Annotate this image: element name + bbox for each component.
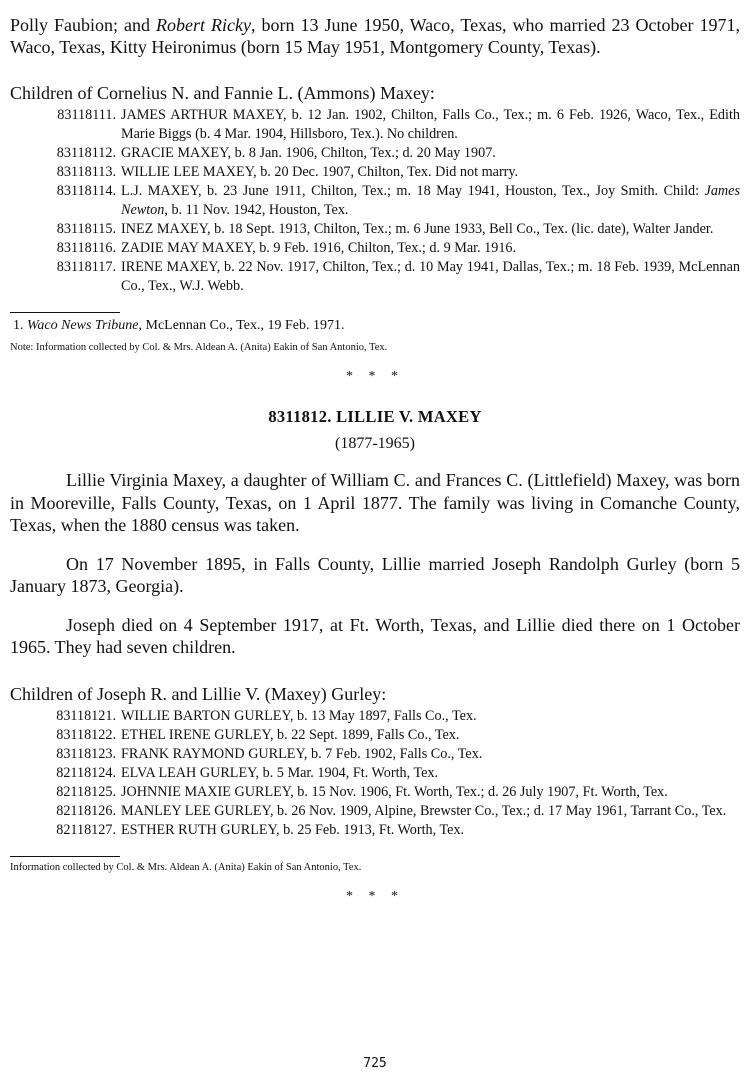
body-paragraph: On 17 November 1895, in Falls County, Lillie married Joseph Randolph Gurley (born 5 January 1873, Georgia). xyxy=(10,553,740,596)
child-number: 83118112. xyxy=(56,145,116,161)
list-item xyxy=(10,106,740,144)
body-paragraph: Joseph died on 4 September 1917, at Ft. Worth, Texas, and Lillie died there on 1 October 1965. They had seven children. xyxy=(10,614,740,657)
section-title: 8311812. LILLIE V. MAXEY xyxy=(268,407,482,426)
info-note: Information collected by Col. & Mrs. Aldean A. (Anita) Eakin of San Antonio, Tex. xyxy=(10,861,362,873)
list-item xyxy=(10,821,740,840)
info-note: Note: Information collected by Col. & Mrs. Aldean A. (Anita) Eakin of San Antonio, Tex. xyxy=(10,342,388,353)
footnote-source: Waco News Tribune xyxy=(27,318,139,333)
footnote-divider xyxy=(10,312,120,313)
child-entry: ELVA LEAH GURLEY, b. 5 Mar. 1904, Ft. Worth, Tex. xyxy=(121,764,439,781)
child-entry: IRENE MAXEY, b. 22 Nov. 1917, Chilton, Tex.; d. 10 May 1941, Dallas, Tex.; m. 18 Feb. 1939, McLennan Co., Tex., W.J. Webb. xyxy=(121,259,740,294)
child-number: 83118115. xyxy=(56,221,116,237)
child-entry: JAMES ARTHUR MAXEY, b. 12 Jan. 1902, Chilton, Falls Co., Tex.; m. 6 Feb. 1926, Waco, Tex., Edith Marie Biggs (b. 4 Mar. 1904, Hillsboro, Tex.). No children. xyxy=(121,107,740,142)
list-item xyxy=(10,144,740,163)
child-number: 83118113. xyxy=(56,164,116,180)
list-item xyxy=(10,764,740,783)
maxey-children-list xyxy=(10,106,740,296)
child-entry: WILLIE LEE MAXEY, b. 20 Dec. 1907, Chilton, Tex. Did not marry. xyxy=(121,164,519,180)
list-item xyxy=(10,258,740,296)
child-number: 83118123. xyxy=(56,745,116,762)
intro-paragraph xyxy=(10,14,740,58)
body-paragraph: Lillie Virginia Maxey, a daughter of William C. and Frances C. (Littlefield) Maxey, was born in Mooreville, Falls County, Texas, on 1 April 1877. The family was living in Comanche County, Texas, when the 1880 census was taken. xyxy=(10,470,740,535)
intro-text-rest: , born 13 June 1950, Waco, Texas, who married 23 October 1971, Waco, Texas, Kitty Heironimus (born 15 May 1951, Montgomery County, Texas). xyxy=(10,15,740,57)
footnote-text: , McLennan Co., Tex., 19 Feb. 1971. xyxy=(138,318,345,333)
footnote-divider xyxy=(10,856,120,857)
child-number: 82118124. xyxy=(56,764,116,781)
section-separator: * * * xyxy=(346,888,404,904)
child-number: 83118111. xyxy=(57,107,116,123)
document-page xyxy=(10,14,740,905)
list-item xyxy=(10,182,740,220)
child-entry: GRACIE MAXEY, b. 8 Jan. 1906, Chilton, Tex.; d. 20 May 1907. xyxy=(121,145,496,161)
page-number: 725 xyxy=(363,1056,387,1071)
list-item xyxy=(10,783,740,802)
child-entry: FRANK RAYMOND GURLEY, b. 7 Feb. 1902, Falls Co., Tex. xyxy=(121,745,483,762)
footnote-number: 1. xyxy=(13,318,24,333)
list-item xyxy=(10,745,740,764)
section-dates: (1877-1965) xyxy=(335,435,415,452)
list-item xyxy=(10,707,740,726)
list-item xyxy=(10,220,740,239)
child-entry: MANLEY LEE GURLEY, b. 26 Nov. 1909, Alpine, Brewster Co., Tex.; d. 17 May 1961, Tarrant Co., Tex. xyxy=(121,802,727,819)
child-number: 82118127. xyxy=(56,821,116,838)
child-entry-tail: , b. 11 Nov. 1942, Houston, Tex. xyxy=(164,202,349,218)
child-number: 83118117. xyxy=(56,259,116,275)
child-entry-text: L.J. MAXEY, b. 23 June 1911, Chilton, Tex.; m. 18 May 1941, Houston, Tex., Joy Smith. Child: xyxy=(121,183,705,199)
child-entry: WILLIE BARTON GURLEY, b. 13 May 1897, Falls Co., Tex. xyxy=(121,707,477,724)
maxey-children-heading: Children of Cornelius N. and Fannie L. (Ammons) Maxey: xyxy=(10,83,435,103)
intro-name: Robert Ricky xyxy=(156,15,251,35)
child-number: 82118126. xyxy=(56,802,116,819)
intro-text: Polly Faubion; and xyxy=(10,15,157,35)
child-entry: ESTHER RUTH GURLEY, b. 25 Feb. 1913, Ft. Worth, Tex. xyxy=(121,821,465,838)
list-item xyxy=(10,726,740,745)
gurley-children-list xyxy=(10,707,740,840)
child-number: 83118121. xyxy=(56,707,116,724)
child-number: 83118116. xyxy=(56,240,116,256)
footnote xyxy=(10,317,740,335)
list-item xyxy=(10,163,740,182)
child-number: 83118114. xyxy=(56,183,116,199)
child-number: 82118125. xyxy=(56,783,116,800)
child-number: 83118122. xyxy=(56,726,116,743)
child-entry: INEZ MAXEY, b. 18 Sept. 1913, Chilton, Tex.; m. 6 June 1933, Bell Co., Tex. (lic. date), Walter Jander. xyxy=(121,221,714,237)
list-item xyxy=(10,802,740,821)
child-entry xyxy=(121,182,740,220)
gurley-children-heading: Children of Joseph R. and Lillie V. (Maxey) Gurley: xyxy=(10,683,387,704)
child-entry: ETHEL IRENE GURLEY, b. 22 Sept. 1899, Falls Co., Tex. xyxy=(121,726,460,743)
section-separator: * * * xyxy=(346,369,404,384)
list-item xyxy=(10,239,740,258)
grandchild-name: James Newton xyxy=(121,183,740,218)
child-entry: JOHNNIE MAXIE GURLEY, b. 15 Nov. 1906, Ft. Worth, Tex.; d. 26 July 1907, Ft. Worth, Tex. xyxy=(121,783,668,800)
child-entry: ZADIE MAY MAXEY, b. 9 Feb. 1916, Chilton, Tex.; d. 9 Mar. 1916. xyxy=(121,240,517,256)
